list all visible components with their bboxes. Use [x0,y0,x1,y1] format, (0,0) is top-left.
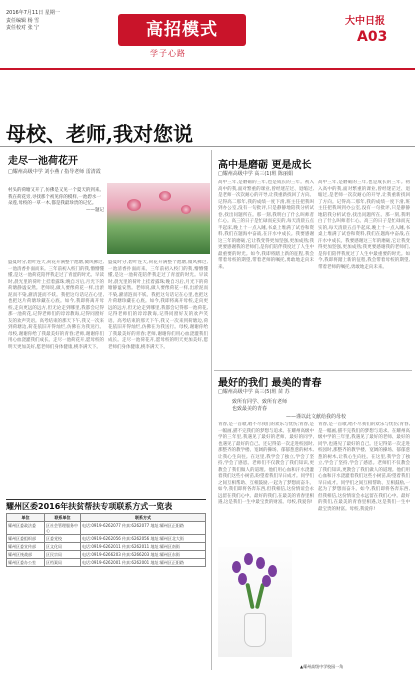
proofreader: 责任校对 张 宁 [6,25,40,31]
table-cell-partner: 区委党校 [45,535,81,543]
lotus-flower-icon [181,205,191,214]
lotus-photo [107,183,210,254]
newspaper-logo: 大中日报 [345,16,385,27]
article2-byline: □耀州高级中学 高三(1)班 陈丽娟 [218,171,293,177]
table-header-row [7,514,206,522]
poem-sign: ——题记 [86,207,104,213]
article3-byline: □耀州高级中学 高三(5)班 苗 苏 [218,389,290,395]
table-row [7,559,206,567]
article-divider [214,370,412,371]
article3-body-col2: 青春,是一首歌,唱不尽我们的欢乐与忧伤;青春,是一幅画,描不完我们的梦想与追求。在耀州高级中学的三年里,我遇见了最好的老师、最好的同学,也遇见了最好的自己。还记得第一次走进校园时,那整齐的教学楼、宽阔的操场、郁郁葱葱的树木,让我心生向往。在这里,我学会了独立,学会了坚持,学会了感恩。老师们不仅教会了我们知识,更教会了我们做人的道理。他们用心血和汗水浇灌着我们这些小树苗,盼望着我们早日成才。同学们之间互相帮助、互相鼓励,一起为了梦想而奋斗。如今,我们即将各奔东西,但我相信,这份情谊会永远留在我们心中。最好的我们,在最美的青春里相遇,这是我们一生中最宝贵的财富。母校,我爱你! [318,422,410,512]
main-headline-text: 母校、老师,我对您说 [6,122,193,146]
column-divider [211,150,212,670]
table-cell-contact: 电话:0919-6262011 传真:6262011 地址:耀州区南街 [81,543,206,551]
page-number: A03 [357,29,388,45]
editor: 责任编辑 杨 雪 [6,17,40,24]
vase-icon [244,613,266,647]
table-cell-unit: 耀州区委组织部 [7,535,45,543]
article2-body-col1: 高中三年,是磨砺的三年,也是成长的三年。初入高中的我,面对繁重的课业,曾经迷茫过、退缩过,是老师一次次耐心的开导,让我重新找回了方向。记得高二那年,我的成绩一度下滑,班主任把我叫到办公室,没有一句批评,只是静静地陪我分析试卷,找出问题所在。那一刻,我明白了什么叫师者仁心。高三的日子是忙碌而充实的,每天清晨五点半起床,晚上十一点入睡,书桌上堆满了试卷和资料,我们在题海中奋战,在汗水中成长。我要感谢这三年的磨砺,它让我变得更加坚强,更加成熟;我更要感谢我的老师们,是你们陪伴我度过了人生中最重要的时光。如今,我即将踏上新的征程,我会带着母校的期望,带着老师的嘱托,勇敢地走向未来。 [218,180,314,270]
section-subtitle: 学子心路 [150,49,186,58]
photo-caption: ▲耀州高级中学校园一角 [300,664,344,669]
contact-table-title: 耀州区委2016年扶贫帮扶专项联系方式一览表 [6,499,206,512]
table-cell-partner: 区民宗局 [45,551,81,559]
lavender-flower-icon [238,573,247,585]
table-cell-contact: 电话:0919-6262056 传真:6262056 地址:耀州区北大街 [81,535,206,543]
table-cell-partner: 区社会管理服务中心 [45,522,81,535]
table-row [7,535,206,543]
table-row [7,522,206,535]
article1-body-col2: 盛夏时分,碧叶连天,荷花开满整个池塘,微风拂过,一池清香扑面而来。三年前初入校门的我,懵懵懂懂,是这一池荷花陪伴我走过了青涩的时光。早读时,晨光里的荷叶上挂着露珠;晚自习后,月光下的荷塘静谧安然。老师说,做人要像荷花一样,出淤泥而不染,濯清涟而不妖。我把这句话记在心里,也把这片荷塘珍藏在心底。如今,我即将离开母校,走向更远的远方,但无论走到哪里,我都会记得那一池荷花,记得老师们的谆谆教诲,记得同窗好友的欢声笑语。高考结束的那天下午,我又一次来到荷塘边,荷花依旧开得灿烂,仿佛在为我送行。母校,谢谢你给了我最美好的青春;老师,谢谢你们用心血浇灌我们成长。走尽一池荷花开,愿母校的明天更加美好,愿老师们身体健康,桃李满天下。 [108,260,208,350]
article1-body-col1: 盛夏时分,碧叶连天,荷花开满整个池塘,微风拂过,一池清香扑面而来。三年前初入校门的我,懵懵懂懂,是这一池荷花陪伴我走过了青涩的时光。早读时,晨光里的荷叶上挂着露珠;晚自习后,月光下的荷塘静谧安然。老师说,做人要像荷花一样,出淤泥而不染,濯清涟而不妖。我把这句话记在心里,也把这片荷塘珍藏在心底。如今,我即将离开母校,走向更远的远方,但无论走到哪里,我都会记得那一池荷花,记得老师们的谆谆教诲,记得同窗好友的欢声笑语。高考结束的那天下午,我又一次来到荷塘边,荷花依旧开得灿烂,仿佛在为我送行。母校,谢谢你给了我最美好的青春;老师,谢谢你们用心血浇灌我们成长。走尽一池荷花开,愿母校的明天更加美好,愿老师们身体健康,桃李满天下。 [8,260,104,350]
poem-text: 村头的荷塘又开了,仿佛是又见一个夏天的到来。我在荷花旁,寻找那个初见你的模样,一池碧水一朵莲,母校的一草一木,都是我最珍贵的记忆。 [8,188,104,206]
article1-title: 走尽一池荷花开 [8,156,78,167]
article2-body-col2: 高中三年,是磨砺的三年,也是成长的三年。初入高中的我,面对繁重的课业,曾经迷茫过、退缩过,是老师一次次耐心的开导,让我重新找回了方向。记得高二那年,我的成绩一度下滑,班主任把我叫到办公室,没有一句批评,只是静静地陪我分析试卷,找出问题所在。那一刻,我明白了什么叫师者仁心。高三的日子是忙碌而充实的,每天清晨五点半起床,晚上十一点入睡,书桌上堆满了试卷和资料,我们在题海中奋战,在汗水中成长。我要感谢这三年的磨砺,它让我变得更加坚强,更加成熟;我更要感谢我的老师们,是你们陪伴我度过了人生中最重要的时光。如今,我即将踏上新的征程,我会带着母校的期望,带着老师的嘱托,勇敢地走向未来。 [318,180,410,270]
article3-body-col1: 青春,是一首歌,唱不尽我们的欢乐与忧伤;青春,是一幅画,描不完我们的梦想与追求。在耀州高级中学的三年里,我遇见了最好的老师、最好的同学,也遇见了最好的自己。还记得第一次走进校园时,那整齐的教学楼、宽阔的操场、郁郁葱葱的树木,让我心生向往。在这里,我学会了独立,学会了坚持,学会了感恩。老师们不仅教会了我们知识,更教会了我们做人的道理。他们用心血和汗水浇灌着我们这些小树苗,盼望着我们早日成才。同学们之间互相帮助、互相鼓励,一起为了梦想而奋斗。如今,我们即将各奔东西,但我相信,这份情谊会永远留在我们心中。最好的我们,在最美的青春里相遇,这是我们一生中最宝贵的财富。母校,我爱你! [218,422,314,505]
table-row [7,543,206,551]
table-cell-contact: 电话:0919-6262001 传真:6262001 地址:耀州区正阳路 [81,559,206,567]
headline-rule [0,146,415,147]
article1-byline: □耀州高级中学 刘小燕 / 指导老师 雷清霞 [8,169,101,175]
table-header-cell: 联系单位 [45,514,81,522]
table-cell-contact: 电话:0919-6262077 传真:6262077 地址:耀州区正阳路 [81,522,206,535]
lavender-flower-icon [232,561,241,573]
table-cell-unit: 耀州区委办公室 [7,559,45,567]
lavender-flower-icon [256,557,265,569]
lavender-flower-icon [268,565,277,577]
article3-intro2: 也致最美的青春 [232,406,268,412]
table-cell-unit: 耀州区统战部 [7,551,45,559]
article2-title: 高中是磨砺 更是成长 [218,160,312,171]
table-header-cell: 单位 [7,514,45,522]
section-banner: 高招模式 [118,14,246,46]
issue-date: 2016年7月11日 星期一 [6,10,60,16]
masthead [0,0,415,70]
table-cell-contact: 电话:0919-6266203 传真:6266203 地址:耀州区东街 [81,551,206,559]
header-rule [0,68,415,70]
contact-table [6,513,206,567]
article1-poem [8,188,104,214]
table-header-cell: 联系方式 [81,514,206,522]
table-cell-unit: 耀州区委政法委 [7,522,45,535]
table-cell-unit: 耀州区委宣传部 [7,543,45,551]
table-cell-partner: 区档案局 [45,559,81,567]
article3-title: 最好的我们 最美的青春 [218,378,322,389]
table-row [7,551,206,559]
lotus-flower-icon [159,191,171,201]
table-cell-partner: 区文化局 [45,543,81,551]
issue-meta [6,10,60,33]
lotus-flower-icon [127,199,141,211]
article3-intro1: 致所有同学、致所有老师 [232,399,288,405]
article3-intro3: ——谨以此文献给我的母校 [286,414,347,420]
lavender-flower-icon [244,553,253,565]
flower-vase-photo [218,547,292,657]
leaf-icon [255,583,265,609]
lavender-flower-icon [262,575,271,587]
leaf-icon [245,583,254,609]
